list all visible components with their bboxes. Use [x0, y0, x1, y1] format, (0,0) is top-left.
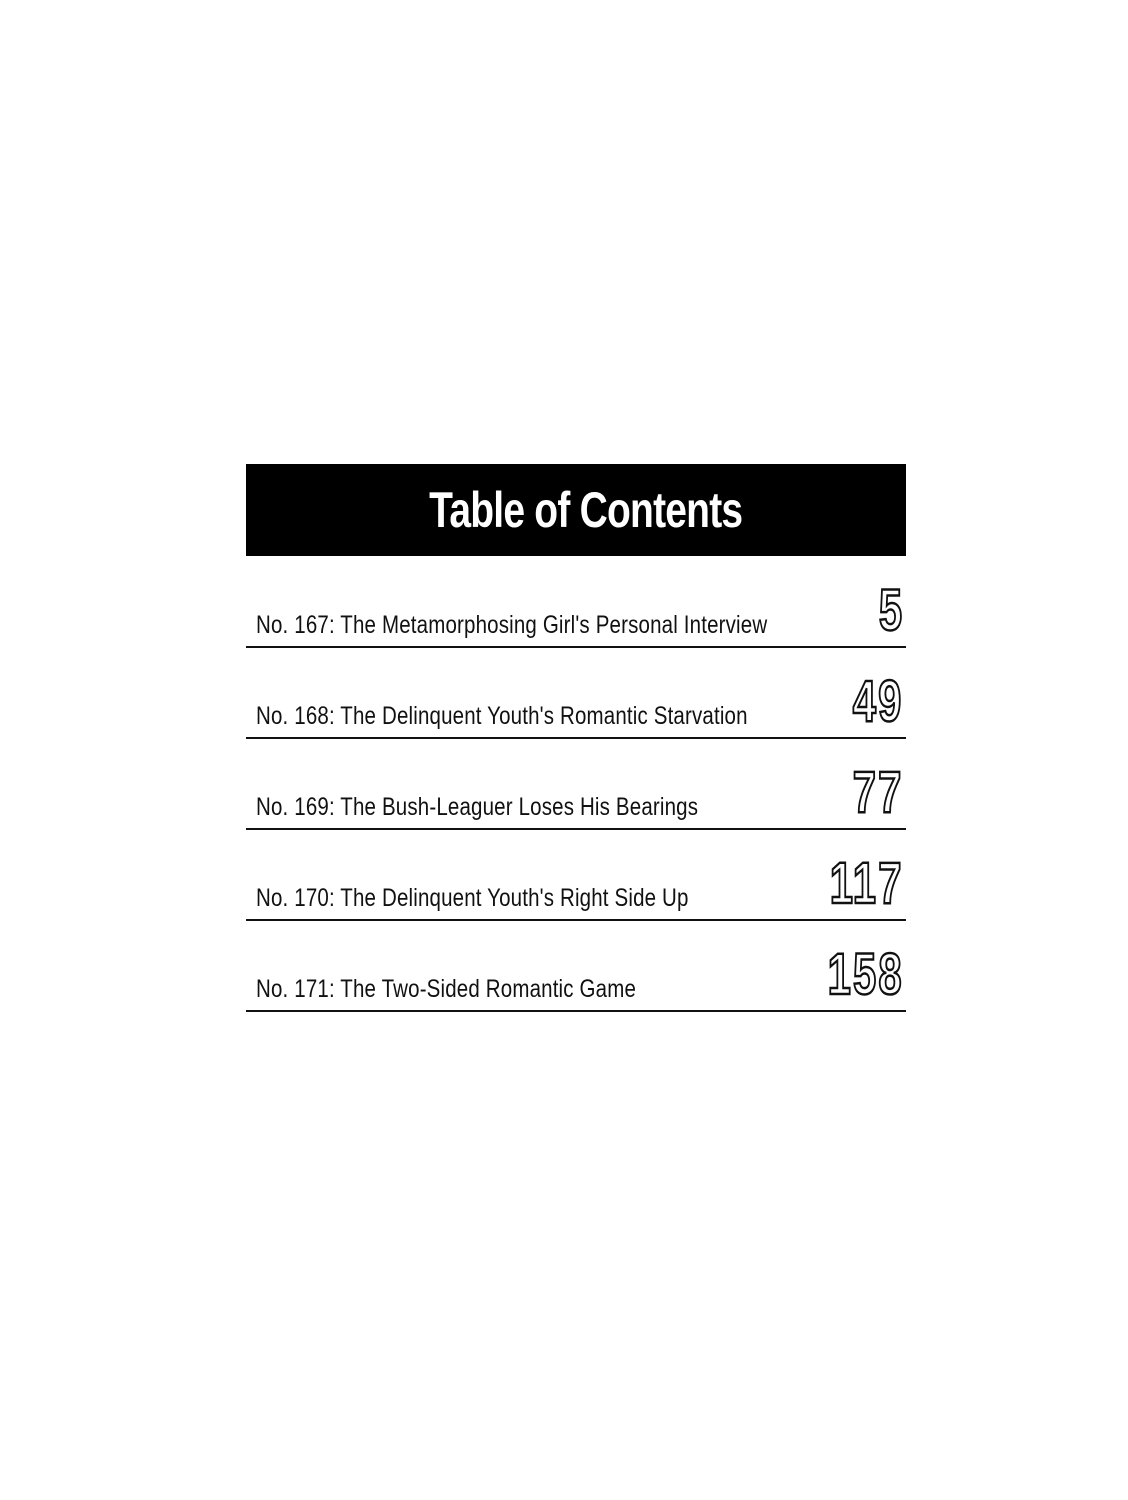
toc-header-bar — [246, 464, 906, 556]
page-title: Table of Contents — [429, 482, 743, 538]
chapter-title: No. 171: The Two-Sided Romantic Game — [256, 975, 637, 1003]
chapter-entry-168[interactable] — [246, 648, 906, 739]
table-of-contents — [246, 464, 906, 1012]
chapter-entry-167[interactable] — [246, 556, 906, 648]
chapter-page-number: 77 — [853, 760, 904, 825]
chapter-title: No. 167: The Metamorphosing Girl's Personal Interview — [256, 611, 768, 639]
chapter-entry-169[interactable] — [246, 739, 906, 830]
chapter-page-number: 117 — [830, 851, 904, 916]
chapter-page-number: 5 — [878, 578, 904, 643]
chapter-page-number: 49 — [853, 669, 904, 734]
chapter-title: No. 169: The Bush-Leaguer Loses His Bearings — [256, 793, 699, 821]
chapter-entry-170[interactable] — [246, 830, 906, 921]
chapter-page-number: 158 — [827, 942, 904, 1007]
chapter-title: No. 170: The Delinquent Youth's Right Side Up — [256, 884, 689, 912]
chapter-entry-171[interactable] — [246, 921, 906, 1012]
chapter-list — [246, 556, 906, 1012]
chapter-title: No. 168: The Delinquent Youth's Romantic Starvation — [256, 702, 748, 730]
